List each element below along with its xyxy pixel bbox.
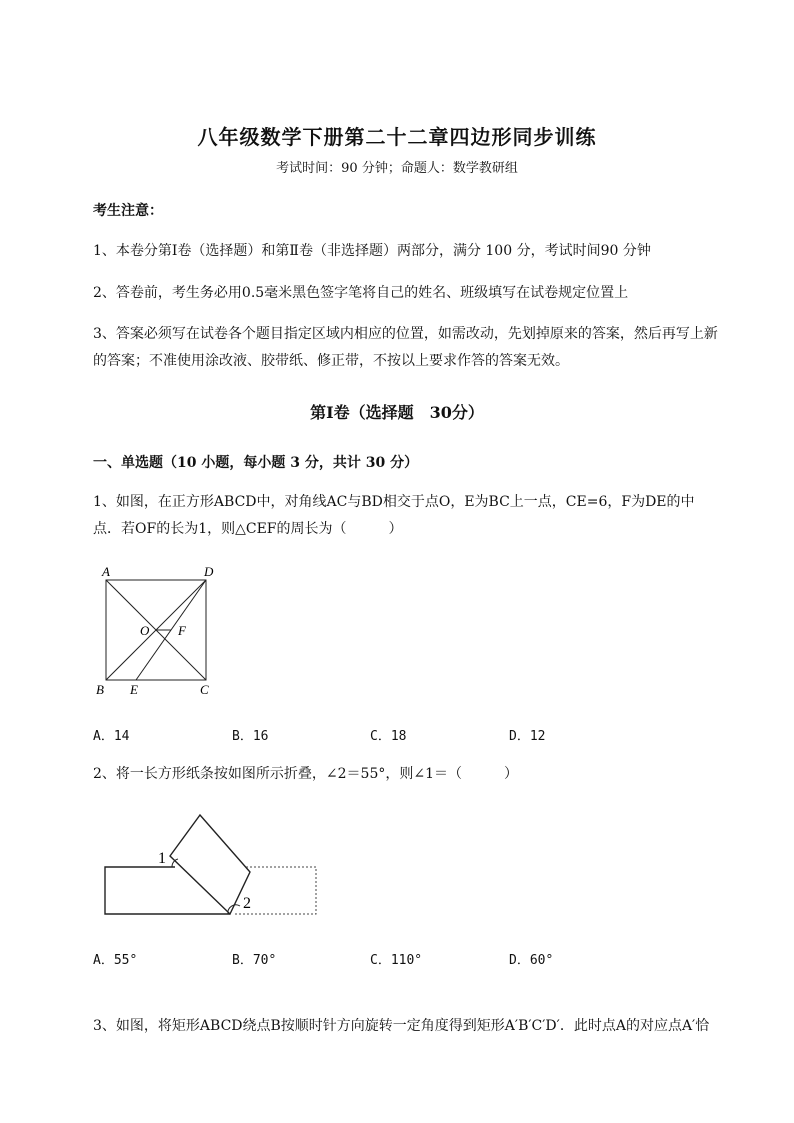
question-1-text-cont: 点．若OF的长为1，则△CEF的周长为（ ） xyxy=(93,521,403,537)
label-b: B xyxy=(96,682,104,697)
question-1-text: 1、如图，在正方形ABCD中，对角线AC与BD相交于点O，E为BC上一点，CE=6，F为DE的中 xyxy=(93,494,695,510)
question-3-text: 3、如图，将矩形ABCD绕点B按顺时针方向旋转一定角度得到矩形A′B′C′D′．此时点A的对应点A′恰 xyxy=(93,1018,710,1034)
question-1-figure xyxy=(90,562,230,702)
question-2-text: 2、将一长方形纸条按如图所示折叠，∠2＝55°，则∠1＝（ ） xyxy=(93,766,518,782)
angle-1-label: 1 xyxy=(158,850,166,867)
question-2-figure xyxy=(100,810,322,922)
exam-info: 考试时间：90 分钟；命题人：数学教研组 xyxy=(276,161,518,176)
label-f: F xyxy=(178,623,186,638)
angle-2-label: 2 xyxy=(243,895,251,912)
section-title: 第Ⅰ卷（选择题 30分） xyxy=(310,403,484,422)
notice-item-3-cont: 的答案；不准使用涂改液、胶带纸、修正带，不按以上要求作答的答案无效。 xyxy=(93,353,569,369)
q1-option-c[interactable]: C．18 xyxy=(370,729,407,744)
page-title: 八年级数学下册第二十二章四边形同步训练 xyxy=(197,125,597,149)
label-o: O xyxy=(140,623,150,638)
q1-option-b[interactable]: B．16 xyxy=(232,729,269,744)
q2-option-a[interactable]: A．55° xyxy=(93,953,138,968)
strip-left-part xyxy=(105,867,230,914)
notice-item-3: 3、答案必须写在试卷各个题目指定区域内相应的位置，如需改动，先划掉原来的答案，然后再写上新 xyxy=(93,326,718,342)
q1-option-d[interactable]: D．12 xyxy=(509,729,546,744)
label-c: C xyxy=(200,682,209,697)
q1-option-a[interactable]: A．14 xyxy=(93,729,130,744)
q2-option-b[interactable]: B．70° xyxy=(232,953,277,968)
notice-heading: 考生注意： xyxy=(93,203,163,219)
label-d: D xyxy=(204,564,214,579)
notice-item-2: 2、答卷前，考生务必用0.5毫米黑色签字笔将自己的姓名、班级填写在试卷规定位置上 xyxy=(93,285,629,301)
label-a: A xyxy=(102,564,110,579)
q2-option-d[interactable]: D．60° xyxy=(509,953,554,968)
question-group-heading: 一、单选题（10 小题，每小题 3 分，共计 30 分） xyxy=(93,455,419,471)
notice-item-1: 1、本卷分第Ⅰ卷（选择题）和第Ⅱ卷（非选择题）两部分，满分 100 分，考试时间90 分钟 xyxy=(93,243,651,259)
label-e: E xyxy=(130,682,138,697)
q2-option-c[interactable]: C．110° xyxy=(370,953,423,968)
folded-part xyxy=(170,815,250,914)
